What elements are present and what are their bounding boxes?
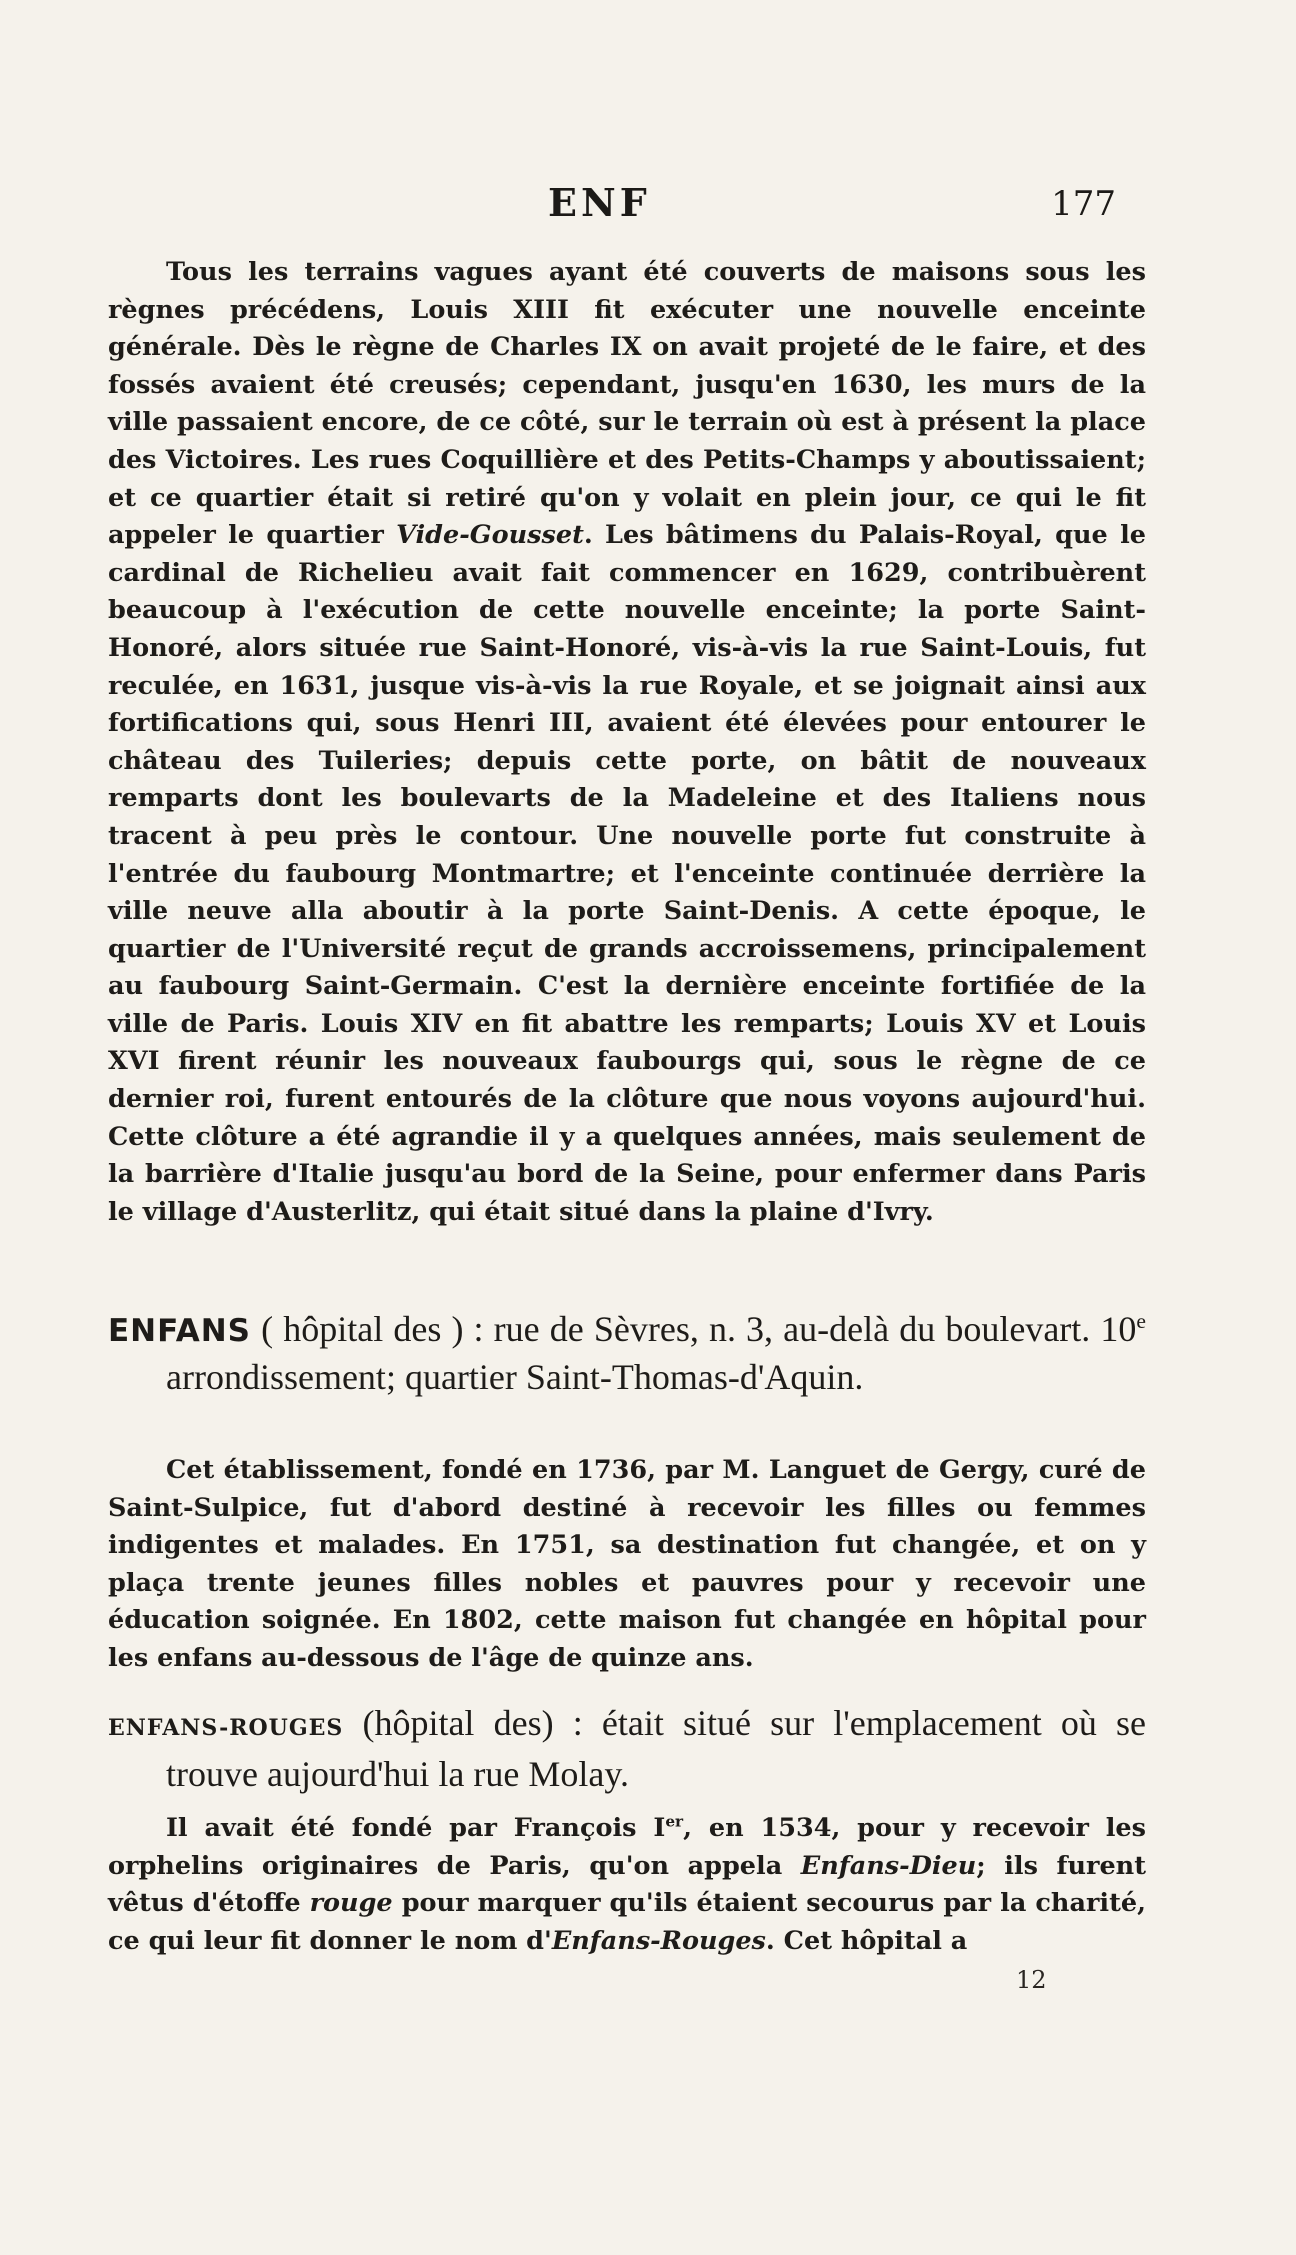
headword: ENFANS (108, 1313, 252, 1349)
italic-term: Enfans-Dieu (800, 1850, 977, 1881)
paragraph-text: . Cet hôpital a (765, 1925, 968, 1956)
entry-text: ( hôpital des ) : rue de Sèvres, n. 3, au-delà du boulevart. 10 (251, 1309, 1137, 1349)
italic-term: Vide-Gousset (396, 520, 584, 551)
entry-enfans-rouges (108, 1700, 1146, 1797)
paragraph-enfans-rouges (108, 1810, 1146, 1960)
page-header (108, 180, 1146, 240)
entry-enfans (108, 1306, 1146, 1400)
entry-text: (hôpital des) : était situé sur l'emplacement où se trouve aujourd'hui la rue Molay. (166, 1703, 1146, 1794)
entry-heading (108, 1700, 1146, 1797)
superscript: e (1136, 1309, 1146, 1333)
entry-heading (108, 1306, 1146, 1400)
paragraph-text: ; ils furent vêtus d'étoffe (108, 1850, 1147, 1919)
paragraph-text: Tous les terrains vagues ayant été couverts de maisons sous les règnes précédens, Louis XIII fit exécuter une nouvelle enceinte générale. Dès le règne de Charles IX on avait projeté de le faire, et des fossés avaient été creusés; cependant, jusqu'en 1630, les murs de la ville passaient encore, de ce côté, sur le terrain où est à présent la place des Victoires. Les rues Coquillière et des Petits-Champs y aboutissaient; et ce quartier était si retiré qu'on y volait en plein jour, ce qui le fit appeler le quartier (108, 257, 1146, 551)
paragraph-text: Cet établissement, fondé en 1736, par M. Languet de Gergy, curé de Saint-Sulpice, fut d'abord destiné à recevoir les filles ou femmes indigentes et malades. En 1751, sa destination fut changée, et on y plaça trente jeunes filles nobles et pauvres pour y recevoir une éducation soignée. En 1802, cette maison fut changée en hôpital pour les enfans au-dessous de l'âge de quinze ans. (108, 1455, 1146, 1673)
running-head: ENF (548, 180, 651, 225)
paragraph-text-cont: . Les bâtimens du Palais-Royal, que le cardinal de Richelieu avait fait commencer en 1629, contribuèrent beaucoup à l'exécution de cette nouvelle enceinte; la porte Saint-Honoré, alors située rue Saint-Honoré, vis-à-vis la rue Saint-Louis, fut reculée, en 1631, jusque vis-à-vis la rue Royale, et se joignait ainsi aux fortifications qui, sous Henri III, avaient été élevées pour entourer le château des Tuileries; depuis cette porte, on bâtit de nouveaux remparts dont les boulevarts de la Madeleine et des Italiens nous tracent à peu près le contour. Une nouvelle porte fut construite à l'entrée du faubourg Montmartre; et l'enceinte continuée derrière la ville neuve alla aboutir à la porte Saint-Denis. A cette époque, le quartier de l'Université reçut de grands accroissemens, principalement au faubourg Saint-Germain. C'est la dernière enceinte fortifiée de la ville de Paris. Louis XIV en fit abattre les remparts; Louis XV et Louis XVI firent réunir les nouveaux faubourgs qui, sous le règne de ce dernier roi, furent entourés de la clôture que nous voyons aujourd'hui. Cette clôture a été agrandie il y a quelques années, mais seulement de la barrière d'Italie jusqu'au bord de la Seine, pour enfermer dans Paris le village d'Austerlitz, qui était situé dans la plaine d'Ivry. (108, 520, 1147, 1227)
italic-term: rouge (309, 1888, 393, 1919)
headword: ENFANS-ROUGES (108, 1715, 344, 1741)
paragraph-text: , en 1534, pour y recevoir les orphelins originaires de Paris, qu'on appela (108, 1813, 1146, 1881)
paragraph-text: pour marquer qu'ils étaient secourus par la charité, ce qui leur fit donner le nom d' (108, 1888, 1146, 1956)
paragraph-text: Il avait été fondé par François I (166, 1813, 666, 1843)
signature-mark: 12 (1016, 1966, 1047, 1994)
superscript: er (665, 1812, 684, 1831)
page-number: 177 (1051, 184, 1116, 224)
italic-term: Enfans-Rouges (551, 1925, 766, 1956)
entry-text-cont: arrondissement; quartier Saint-Thomas-d'Aquin. (166, 1357, 864, 1397)
paragraph-enfans (108, 1452, 1146, 1678)
paragraph-enceinte (108, 254, 1146, 1231)
